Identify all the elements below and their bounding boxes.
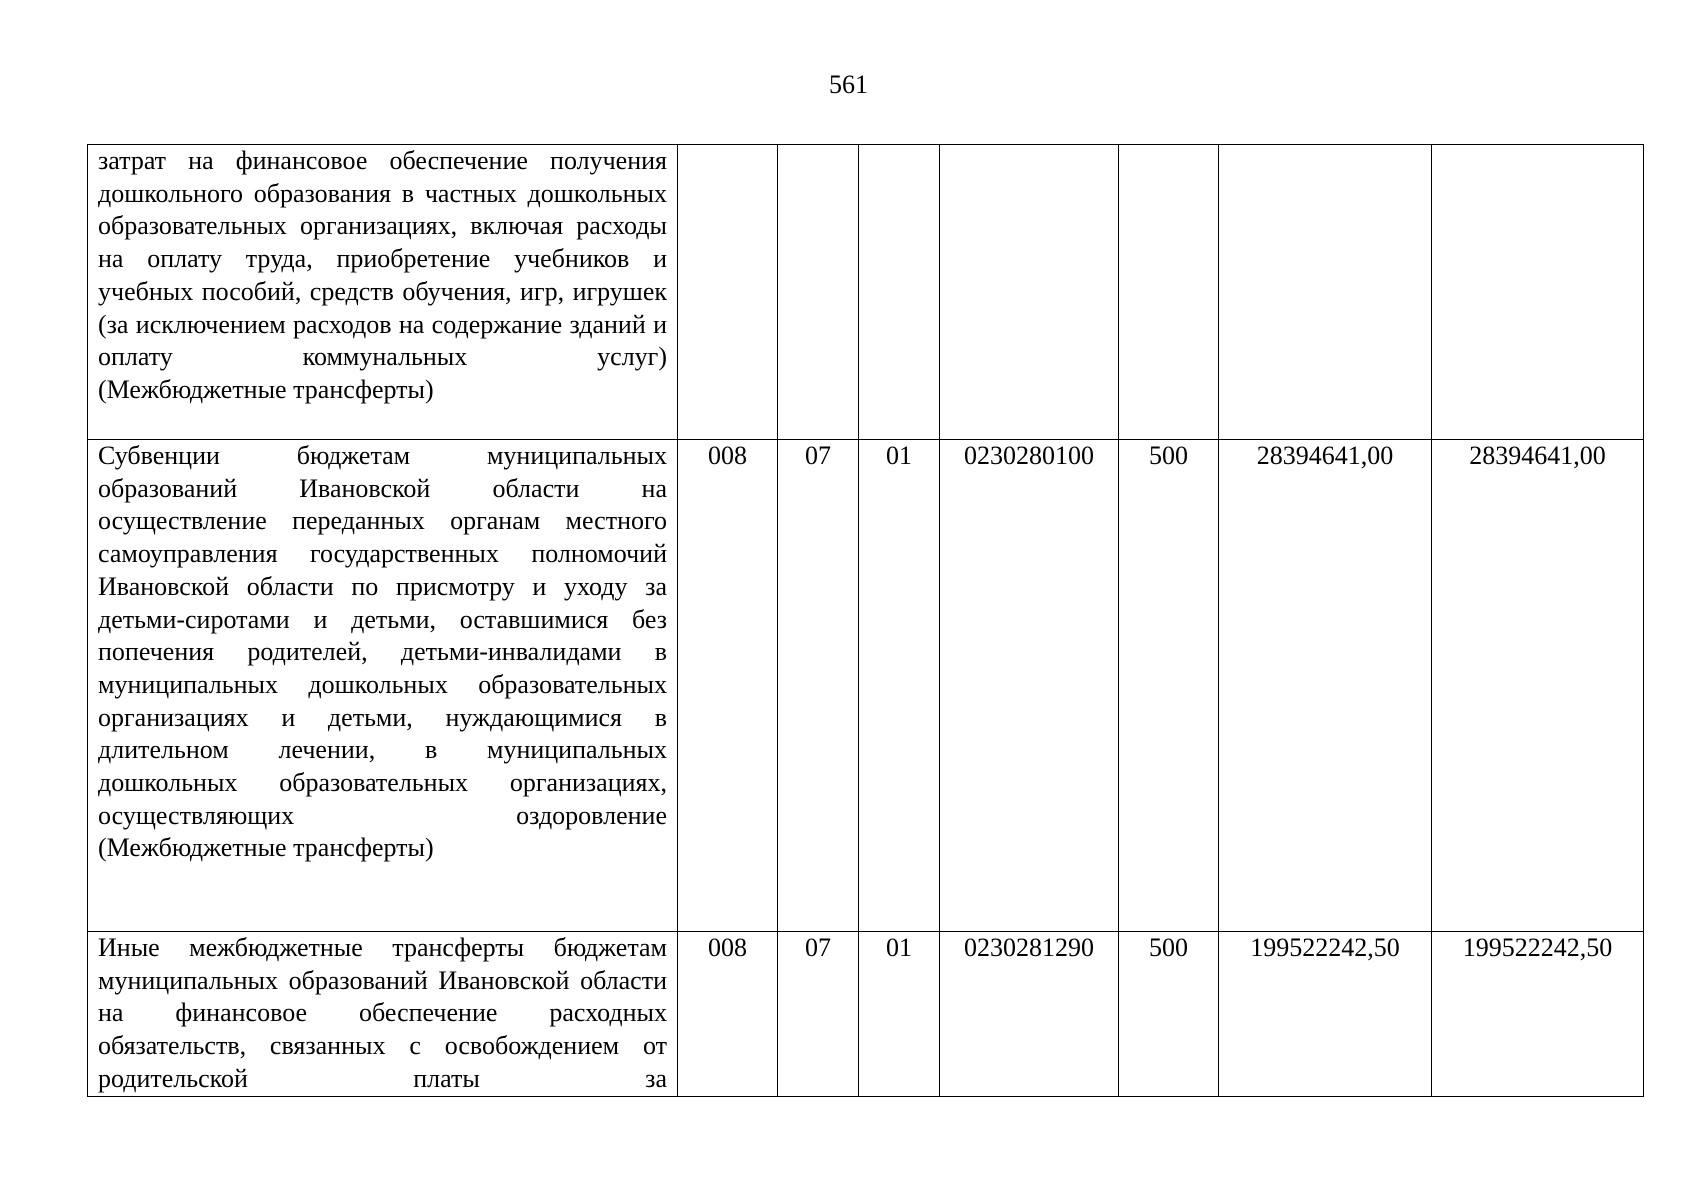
amount-2-cell — [1432, 145, 1644, 440]
amount-1-cell: 28394641,00 — [1219, 440, 1432, 932]
table-row — [88, 932, 1644, 1097]
expense-type-cell — [1119, 145, 1219, 440]
target-article-cell: 0230280100 — [940, 440, 1119, 932]
row-description-cell — [88, 145, 678, 440]
amount-2-cell: 28394641,00 — [1432, 440, 1644, 932]
subsection-code-cell — [859, 145, 940, 440]
budget-table — [87, 144, 1644, 1097]
amount-1-cell — [1219, 145, 1432, 440]
row-description-end: (Межбюджетные трансферты) — [98, 833, 434, 863]
row-description: затрат на финансовое обеспечение получения дошкольного образования в частных дошкольных образовательных организациях, включая расходы на оплату труда, приобретение учебников и учебных пособий, средств обучения, игр, игрушек (за исключением расходов на содержание зданий и оплату коммунальных услуг) — [98, 146, 667, 372]
expense-type-cell: 500 — [1119, 932, 1219, 1097]
row-description: Иные межбюджетные трансферты бюджетам муниципальных образований Ивановской области на финансовое обеспечение расходных обязательств, связанных с освобождением от родительской платы за — [98, 933, 667, 1093]
row-description-cell — [88, 440, 678, 932]
section-code-cell — [778, 145, 859, 440]
section-code-cell: 07 — [778, 440, 859, 932]
section-code-cell: 07 — [778, 932, 859, 1097]
table-row — [88, 440, 1644, 932]
row-description: Субвенции бюджетам муниципальных образований Ивановской области на осуществление переданных органам местного самоуправления государственных полномочий Ивановской области по присмотру и уходу за детьми-сиротами и детьми, оставшимися без попечения родителей, детьми-инвалидами в муниципальных дошкольных образовательных организациях и детьми, нуждающимися в длительном лечении, в муниципальных дошкольных образовательных организациях, осуществляющих оздоровление — [98, 441, 667, 830]
ministry-code-cell: 008 — [678, 440, 778, 932]
ministry-code-cell — [678, 145, 778, 440]
amount-2-cell: 199522242,50 — [1432, 932, 1644, 1097]
target-article-cell: 0230281290 — [940, 932, 1119, 1097]
ministry-code-cell: 008 — [678, 932, 778, 1097]
row-description-cell — [88, 932, 678, 1097]
subsection-code-cell: 01 — [859, 440, 940, 932]
amount-1-cell: 199522242,50 — [1219, 932, 1432, 1097]
page-number: 561 — [829, 70, 868, 99]
expense-type-cell: 500 — [1119, 440, 1219, 932]
subsection-code-cell: 01 — [859, 932, 940, 1097]
row-description-end: (Межбюджетные трансферты) — [98, 374, 434, 404]
table-row — [88, 145, 1644, 440]
target-article-cell — [940, 145, 1119, 440]
